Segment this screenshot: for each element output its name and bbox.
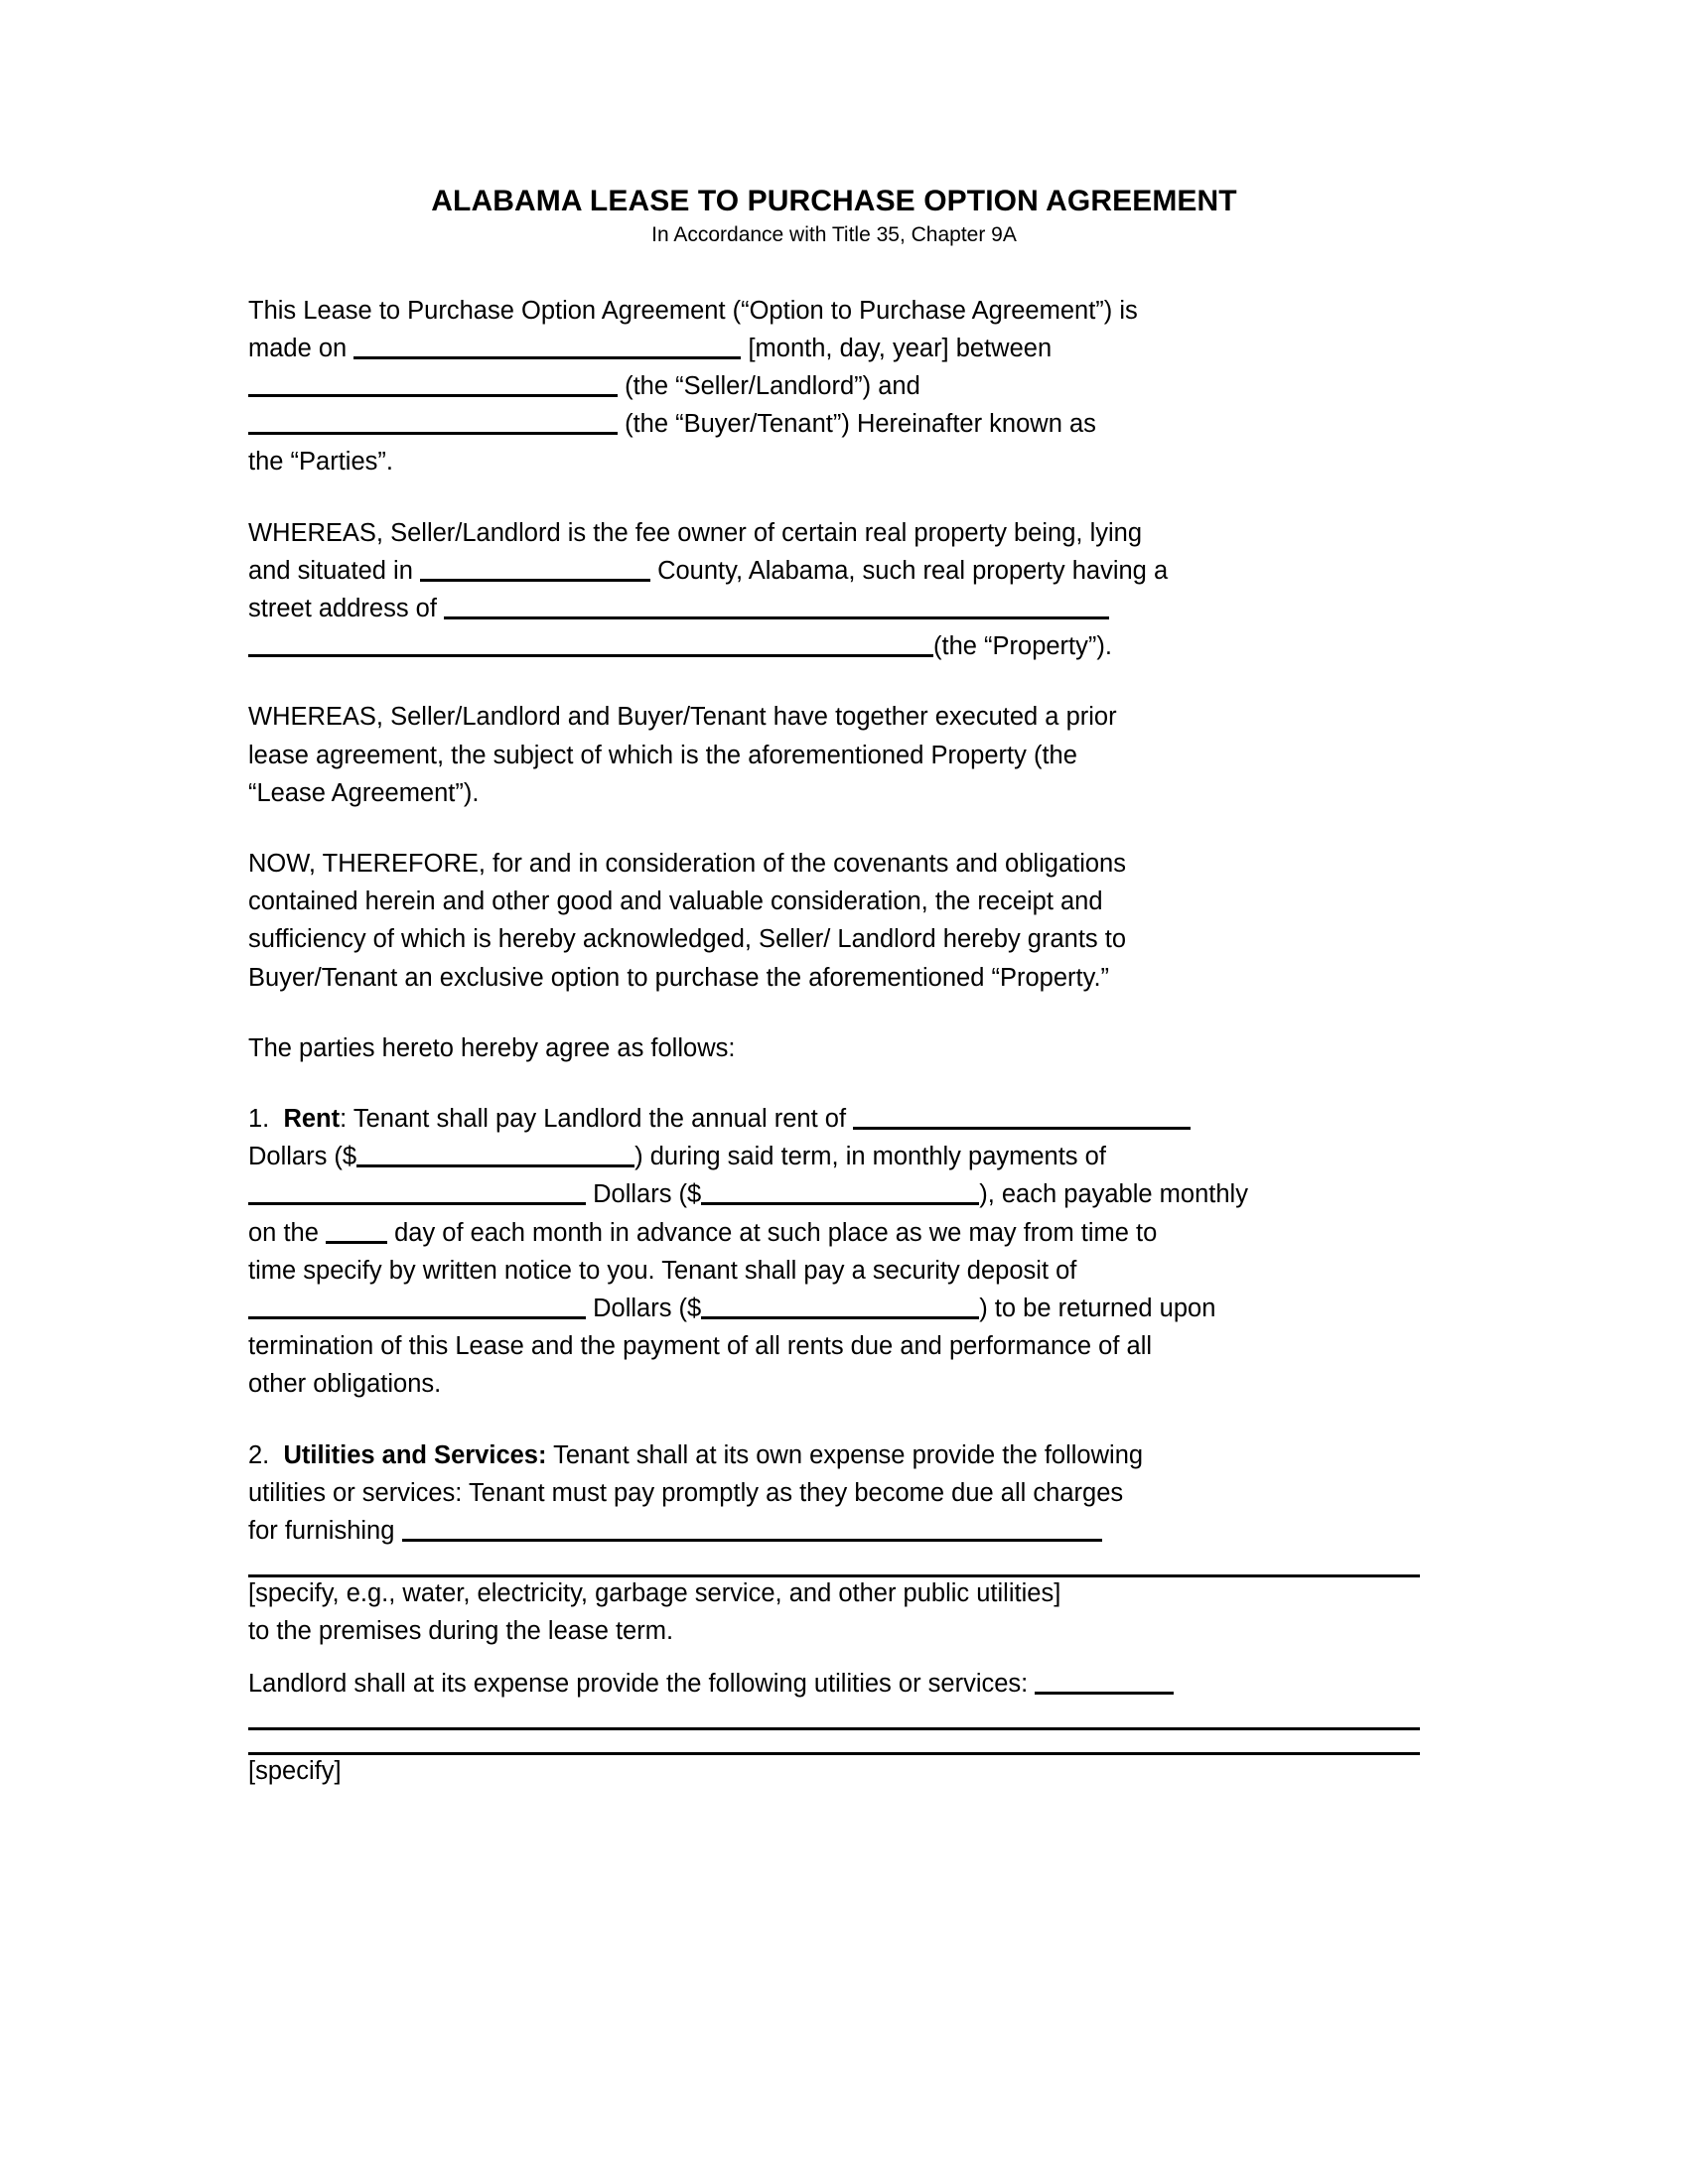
whereas1-line-1: WHEREAS, Seller/Landlord is the fee owner of certain real property being, lying bbox=[248, 518, 1143, 547]
the-property-label: (the “Property”). bbox=[933, 632, 1112, 661]
buyer-tenant-label: (the “Buyer/Tenant”) Hereinafter known as bbox=[625, 410, 1096, 439]
utilities-line-5: to the premises during the lease term. bbox=[248, 1617, 674, 1646]
situated-in-label: and situated in bbox=[248, 556, 413, 585]
rent-line-5: time specify by written notice to you. Tenant shall pay a security deposit of bbox=[248, 1256, 1077, 1285]
landlord-utilities-blank-1[interactable] bbox=[1035, 1667, 1174, 1695]
rent-text-10: ) to be returned upon bbox=[979, 1295, 1216, 1323]
whereas-property-paragraph bbox=[248, 514, 1420, 666]
rent-text-1: : Tenant shall pay Landlord the annual rent of bbox=[340, 1105, 847, 1134]
seller-landlord-label: (the “Seller/Landlord”) and bbox=[625, 371, 920, 400]
landlord-utilities-block bbox=[248, 1665, 1420, 1790]
intro-line-2 bbox=[248, 330, 1420, 367]
intro-line-5: the “Parties”. bbox=[248, 448, 393, 477]
utilities-line-1 bbox=[248, 1436, 1420, 1474]
whereas2-line-3: “Lease Agreement”). bbox=[248, 778, 480, 807]
rent-line-8: other obligations. bbox=[248, 1370, 442, 1399]
section-1-number: 1. bbox=[248, 1105, 270, 1134]
street-address-label: street address of bbox=[248, 595, 437, 622]
page-subtitle: In Accordance with Title 35, Chapter 9A bbox=[651, 223, 1017, 247]
now-therefore-paragraph bbox=[248, 845, 1420, 997]
section-2-number: 2. bbox=[248, 1440, 270, 1469]
section-2-heading: Utilities and Services: bbox=[283, 1440, 547, 1469]
agree-intro-paragraph: The parties hereto hereby agree as follows: bbox=[248, 1033, 736, 1062]
intro-line-4 bbox=[248, 405, 1420, 443]
security-deposit-amount-blank[interactable] bbox=[701, 1292, 979, 1319]
now-therefore-line-2: contained herein and other good and valuable consideration, the receipt and bbox=[248, 887, 1103, 916]
rent-line-4 bbox=[248, 1214, 1420, 1252]
intro-line-3 bbox=[248, 367, 1420, 405]
page-title: ALABAMA LEASE TO PURCHASE OPTION AGREEMENT bbox=[431, 185, 1237, 217]
rent-line-1 bbox=[248, 1100, 1420, 1138]
rent-due-day-blank[interactable] bbox=[326, 1216, 387, 1244]
rent-dollars-label-1: Dollars ($ bbox=[248, 1143, 357, 1171]
utilities-specify-note: [specify, e.g., water, electricity, garbage service, and other public utilities] bbox=[248, 1579, 1061, 1608]
whereas1-line-3 bbox=[248, 590, 1420, 627]
whereas1-line-4 bbox=[248, 627, 1420, 665]
section-2-utilities bbox=[248, 1436, 1420, 1651]
utilities-line-2: utilities or services: Tenant must pay promptly as they become due all charges bbox=[248, 1478, 1124, 1507]
rent-text-3: ) during said term, in monthly payments of bbox=[634, 1143, 1106, 1171]
section-1-heading: Rent bbox=[283, 1105, 341, 1134]
utilities-line-3 bbox=[248, 1512, 1420, 1550]
rent-line-7: termination of this Lease and the payment of all rents due and performance of all bbox=[248, 1332, 1153, 1361]
for-furnishing-label: for furnishing bbox=[248, 1517, 395, 1546]
now-therefore-line-3: sufficiency of which is hereby acknowledged, Seller/ Landlord hereby grants to bbox=[248, 925, 1127, 954]
monthly-rent-words-blank[interactable] bbox=[248, 1177, 586, 1205]
rent-dollars-label-3: Dollars ($ bbox=[593, 1295, 702, 1323]
intro-made-on-label: made on bbox=[248, 334, 348, 362]
security-deposit-words-blank[interactable] bbox=[248, 1292, 586, 1319]
landlord-utilities-blank-3[interactable] bbox=[248, 1727, 1420, 1755]
landlord-utilities-line-1 bbox=[248, 1665, 1420, 1703]
county-blank-field[interactable] bbox=[420, 554, 650, 582]
landlord-utilities-blank-2[interactable] bbox=[248, 1703, 1420, 1730]
intro-paragraph bbox=[248, 292, 1420, 481]
now-therefore-line-1: NOW, THEREFORE, for and in consideration of the covenants and obligations bbox=[248, 850, 1126, 879]
utilities-line-4 bbox=[248, 1550, 1420, 1577]
annual-rent-amount-blank[interactable] bbox=[356, 1140, 634, 1167]
intro-month-day-year-label: [month, day, year] between bbox=[748, 334, 1053, 362]
intro-line-1: This Lease to Purchase Option Agreement (“Option to Purchase Agreement”) is bbox=[248, 296, 1138, 325]
utilities-text-1: Tenant shall at its own expense provide the following bbox=[546, 1440, 1144, 1469]
now-therefore-line-4: Buyer/Tenant an exclusive option to purchase the aforementioned “Property.” bbox=[248, 963, 1110, 992]
tenant-utilities-blank-1[interactable] bbox=[402, 1514, 1102, 1542]
landlord-utilities-line-2 bbox=[248, 1703, 1420, 1730]
rent-line-6 bbox=[248, 1290, 1420, 1327]
seller-landlord-name-blank[interactable] bbox=[248, 369, 618, 397]
rent-dollars-label-2: Dollars ($ bbox=[593, 1180, 702, 1209]
section-1-rent bbox=[248, 1100, 1420, 1404]
date-blank-field[interactable] bbox=[353, 332, 741, 359]
county-alabama-label: County, Alabama, such real property having a bbox=[657, 556, 1169, 585]
landlord-utilities-label: Landlord shall at its expense provide the following utilities or services: bbox=[248, 1669, 1029, 1698]
rent-text-7: day of each month in advance at such place as we may from time to bbox=[394, 1218, 1158, 1247]
whereas1-line-2 bbox=[248, 552, 1420, 590]
monthly-rent-amount-blank[interactable] bbox=[701, 1177, 979, 1205]
annual-rent-words-blank[interactable] bbox=[853, 1102, 1191, 1130]
street-address-blank-field[interactable] bbox=[444, 592, 1109, 619]
rent-line-2 bbox=[248, 1138, 1420, 1175]
rent-text-5: ), each payable monthly bbox=[979, 1180, 1248, 1209]
street-address-blank-field-2[interactable] bbox=[248, 629, 933, 657]
landlord-specify-note: [specify] bbox=[248, 1756, 342, 1785]
buyer-tenant-name-blank[interactable] bbox=[248, 407, 618, 435]
whereas2-line-1: WHEREAS, Seller/Landlord and Buyer/Tenant have together executed a prior bbox=[248, 703, 1117, 732]
tenant-utilities-blank-2[interactable] bbox=[248, 1550, 1420, 1577]
whereas2-line-2: lease agreement, the subject of which is the aforementioned Property (the bbox=[248, 741, 1077, 769]
section-spacer bbox=[248, 1651, 1420, 1665]
rent-line-3 bbox=[248, 1175, 1420, 1213]
whereas-lease-paragraph bbox=[248, 698, 1420, 812]
landlord-utilities-line-3 bbox=[248, 1727, 1420, 1755]
on-the-label: on the bbox=[248, 1218, 319, 1247]
